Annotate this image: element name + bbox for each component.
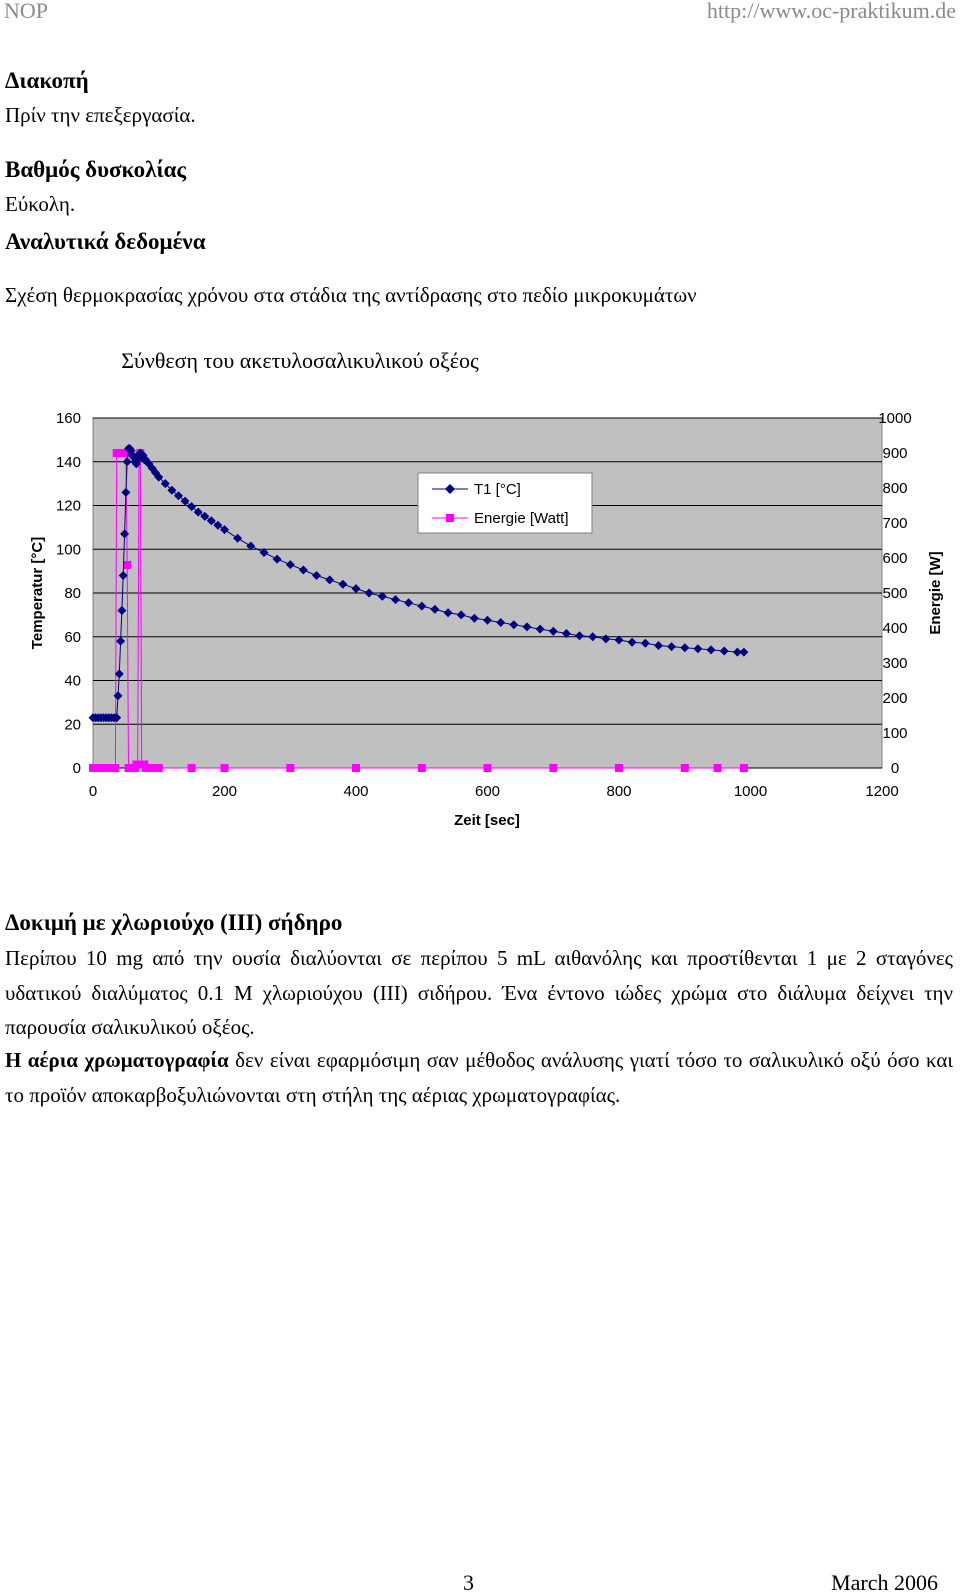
page-number: 3 [463, 1570, 474, 1595]
energy-point [484, 764, 492, 772]
y-axis-label: Temperatur [°C] [29, 536, 46, 650]
energy-point [188, 764, 196, 772]
y2-tick-label-8: 800 [882, 480, 908, 497]
temperature-energy-chart [0, 340, 960, 840]
test-paragraph: Περίπου 10 mg από την ουσία διαλύονται σε περίπου 5 mL αιθανόλης και προστίθενται 1 με 2 σταγόνες υδατικού διαλύματος 0.1 M χλωριούχου (ΙΙΙ) σιδήρου. Ένα έντονο ιώδες χρώμα στο διάλυμα δείχνει την παρουσία σαλικυλικού οξέος. [5, 946, 953, 1039]
y2-tick-label-0: 0 [890, 760, 900, 777]
y2-tick-label-5: 500 [882, 585, 908, 602]
energy-point [111, 764, 119, 772]
y2-tick-label-4: 400 [882, 620, 908, 637]
energy-point [123, 561, 131, 569]
y-tick-label-1: 20 [64, 716, 81, 734]
gc-bold: Η αέρια χρωματογραφία [5, 1048, 229, 1072]
y2-tick-label-7: 700 [882, 515, 908, 532]
x-tick-label-1: 200 [211, 783, 238, 800]
y2-axis-ticks [878, 410, 911, 777]
relation-text: Σχέση θερμοκρασίας χρόνου στα στάδια της αντίδρασης στο πεδίο μικροκυμάτων [5, 283, 697, 307]
x-axis-label: Zeit [sec] [454, 812, 520, 829]
legend-label-energy: Energie [Watt] [474, 510, 569, 527]
energy-point [714, 764, 722, 772]
x-tick-label-4: 800 [606, 783, 632, 800]
energy-point [352, 764, 360, 772]
y-axis-ticks [56, 410, 81, 777]
y2-axis-label: Energie [W] [927, 551, 944, 635]
y-tick-label-7: 140 [55, 453, 81, 471]
energy-point [549, 764, 557, 772]
x-tick-label-5: 1000 [733, 783, 768, 800]
y2-tick-label-3: 300 [882, 655, 908, 672]
y-tick-label-2: 40 [64, 672, 81, 690]
y2-tick-label-9: 900 [882, 445, 908, 462]
footer-date: March 2006 [831, 1570, 938, 1595]
y-tick-label-4: 80 [64, 585, 81, 602]
header-url: http://www.oc-praktikum.de [706, 0, 956, 23]
y-tick-label-8: 160 [55, 410, 81, 427]
y2-tick-label-2: 200 [882, 690, 908, 707]
y-tick-label-0: 0 [72, 760, 81, 777]
chart-title: Σύνθεση του ακετυλοσαλικυλικού οξέος [121, 348, 479, 373]
y-tick-label-6: 120 [55, 497, 81, 515]
energy-point [740, 764, 748, 772]
x-tick-label-0: 0 [88, 783, 98, 800]
test-heading: Δοκιμή με χλωριούχο (ΙΙΙ) σήδηρο [5, 910, 343, 935]
energy-point [221, 764, 229, 772]
analytical-heading: Αναλυτικά δεδομένα [5, 229, 206, 254]
legend-label-temperature: T1 [°C] [474, 481, 521, 498]
x-tick-label-3: 600 [474, 783, 501, 800]
break-text: Πρίν την επεξεργασία. [5, 103, 196, 127]
y2-tick-label-10: 1000 [878, 410, 912, 427]
break-heading: Διακοπή [5, 68, 89, 93]
x-tick-label-6: 1200 [865, 783, 899, 800]
y-tick-label-5: 100 [55, 541, 81, 559]
x-tick-label-2: 400 [343, 783, 369, 800]
gc-paragraph [5, 1043, 953, 1112]
difficulty-text: Εύκολη. [5, 192, 76, 216]
y2-tick-label-6: 600 [882, 550, 908, 567]
energy-point [155, 764, 163, 772]
difficulty-heading: Βαθμός δυσκολίας [5, 157, 187, 182]
header-left: NOP [4, 0, 49, 23]
legend-marker-energy [446, 514, 454, 522]
energy-point [681, 764, 689, 772]
energy-point [418, 764, 426, 772]
x-axis-ticks [89, 783, 899, 800]
energy-point [286, 764, 294, 772]
y-tick-label-3: 60 [64, 628, 81, 646]
chart-legend [418, 473, 592, 533]
energy-point [615, 764, 623, 772]
y2-tick-label-1: 100 [882, 725, 908, 742]
gc-text: δεν είναι εφαρμόσιμη σαν μέθοδος ανάλυσης γιατί τόσο το σαλικυλικό οξύ όσο και το προϊόν αποκαρβοξυλιώνονται στη στήλη της αέριας χρωματογραφίας. [5, 1048, 953, 1107]
